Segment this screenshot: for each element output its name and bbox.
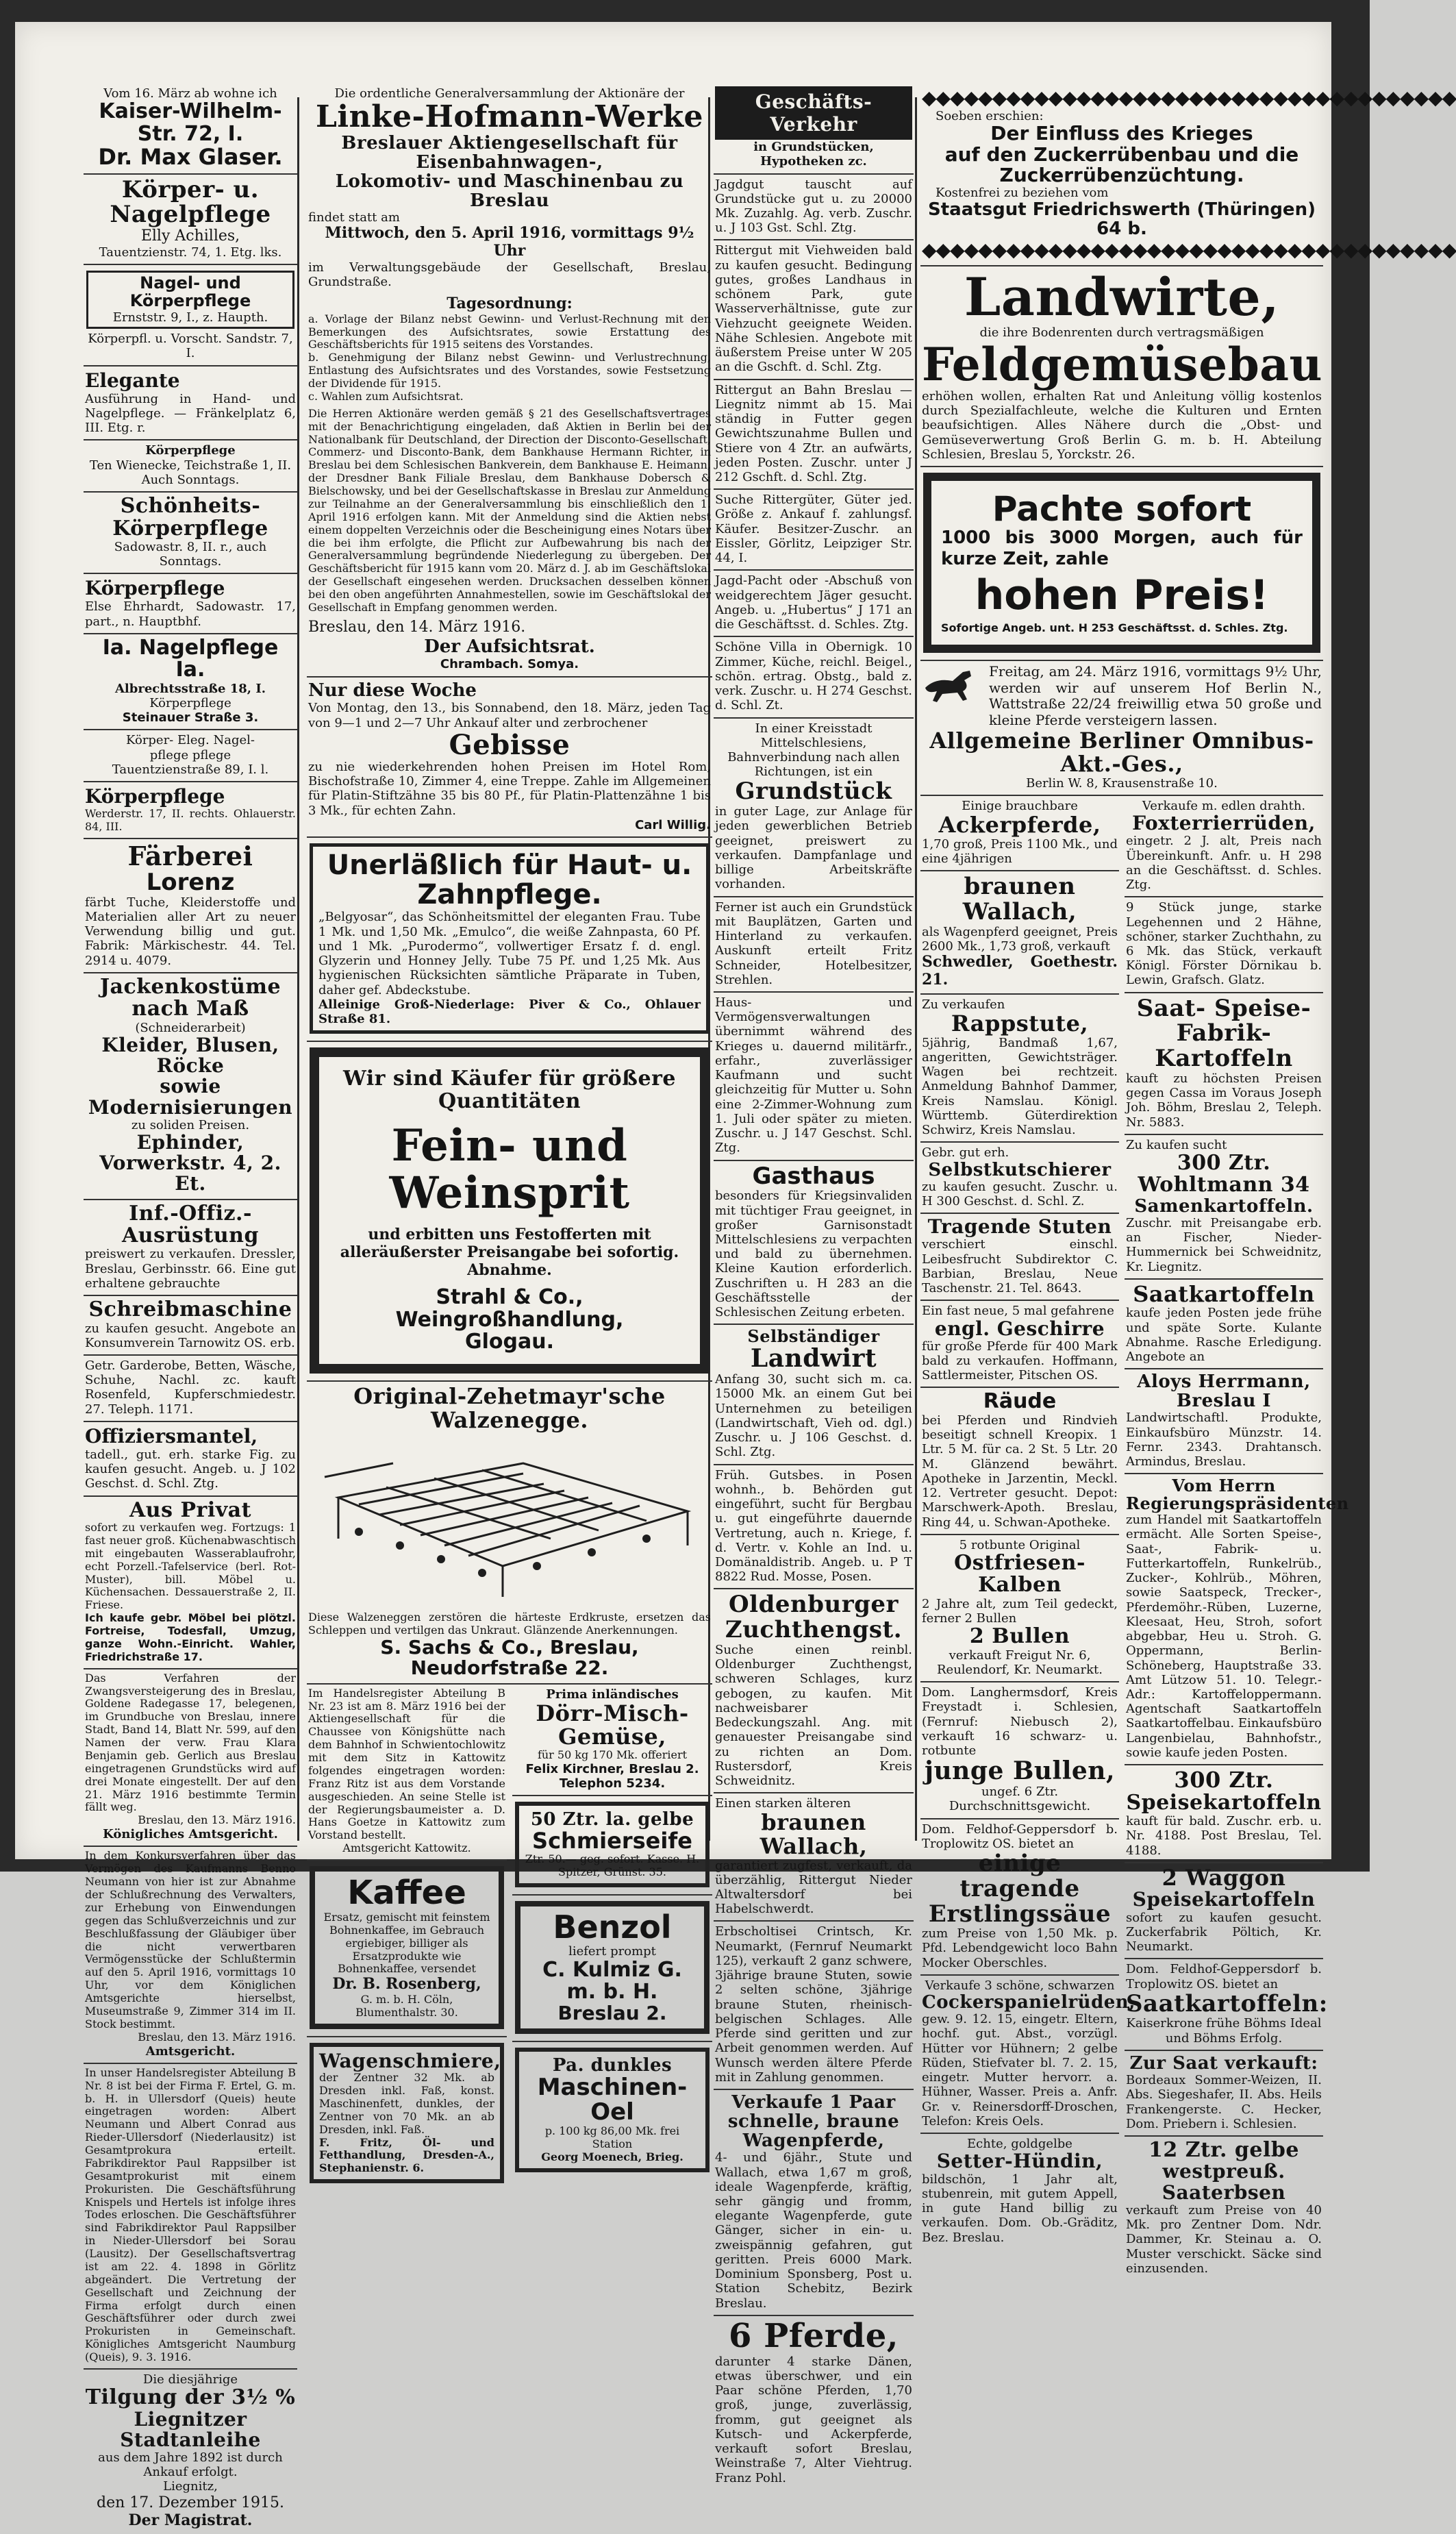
ad-villa-obernigk: Schöne Villa in Obernigk. 10 Zimmer, Küche, reichl. Beigel., schön. ertrag. Obstg., bald z. verk. Zuschr. u. H 274 Geschst. d. Schl. Zt. (714, 637, 914, 718)
ad-wohltmann: Zu kaufen sucht 300 Ztr. Wohltmann 34 Samenkartoffeln. Zuschr. mit Preisangabe erb. an Fischer, Nieder-Hummernick bei Schweidnitz, Kr. Liegnitz. (1125, 1135, 1323, 1280)
ad-jackenkostueme: Jackenkostüme nach Maß (Schneiderarbeit) Kleider, Blusen, Röcke sowie Modernisierungen zu soliden Preisen. Ephinder, Vorwerkstr. 4, 2. Et. (84, 973, 297, 1200)
ad-inf-offiz-ausruestung: Inf.-Offiz.-Ausrüstung preiswert zu verkaufen. Dressler, Breslau, Gerbinsstr. 66. Eine gut erhaltene gebrauchte (84, 1200, 297, 1296)
ad-wienecke: Körperpflege Ten Wienecke, Teichstraße 1, II. Auch Sonntags. (84, 440, 297, 493)
ad-nagel-koerper: Nagel- und Körperpflege Ernststr. 9, I., z. Haupth. Körperpfl. u. Vorscht. Sandstr. 7, I. (84, 265, 297, 367)
column-3 (714, 84, 914, 2485)
ad-gasthaus: Gasthaus besonders für Kriegsinvaliden mit tüchtiger Frau geeignet, in großer Garnisonstadt Mittelschlesiens zu verpachten und bald zu übernehmen. Kleine Kaution erforderlich. Zuschriften u. H 283 an die Geschäftsstelle der Schlesischen Zeitung erbeten. (714, 1161, 914, 1326)
ad-offiziersmantel: Offiziersmantel, tadell., gut. erh. starke Fig. zu kaufen gesucht. Angeb. u. J 102 Geschst. d. Schl. Ztg. (84, 1422, 297, 1497)
c4-lower-split (920, 796, 1349, 2280)
notice-zwangsversteigerung: Das Verfahren der Zwangsversteigerung des in Breslau, Goldene Radegasse 17, belegenen, im Grundbuche von Breslau, innere Stadt, Band 14, Blatt Nr. 599, auf den Namen der verw. Frau Klara Benjamin geb. Gerlich aus Breslau eingetragenen Grundstücks wird auf drei Monate eingestellt. Der auf den 21. März 1916 bestimmte Termin fällt weg. Breslau, den 13. März 1916. Königliches Amtsgericht. (84, 1669, 297, 1848)
ad-saatkartoffeln: Saatkartoffeln kaufe jeden Posten jede frühe und späte Sorte. Kulante Abnahme. Rasche Erledigung. Angebote an (1125, 1280, 1323, 1369)
column-rule (915, 97, 917, 1841)
ad-nagelpflege-ia: Ia. Nagelpflege Ia. Albrechtsstraße 18, I. Körperpflege Steinauer Straße 3. (84, 634, 297, 730)
ad-koerperpflege-werder: Körperpflege Werderstr. 17, II. rechts. Ohlauerstr. 84, III. (84, 782, 297, 839)
c4-lower-left (920, 796, 1135, 2280)
ad-verkaufe-paar: Verkaufe 1 Paar schnelle, braune Wagenpferde, 4- und 6jähr., Stute und Wallach, etwa 1,67 m groß, ideale Wagenpferde, kräftig, sehr gängig und fromm, elegante Wagenpferde, gute Gänger, sicher in ein- u. zweispännig gefahren, gut geritten. Preis 6000 Mark. Dominium Sponsberg, Post u. Station Schebitz, Bezirk Breslau. (714, 2090, 914, 2316)
ad-zehetmayr-walzenegge: Original-Zehetmayr'sche Walzenegge. Diese Walzeneggen zerstören die härteste Erdkruste, ersetzen das Schleppen und vertilgen das Unkraut. Glänzende Anerkennungen. S. Sachs & Co., Breslau, Neudorfstraße 22. (307, 1382, 712, 1684)
ad-schreibmaschine: Schreibmaschine zu kaufen gesucht. Angebote an Konsumverein Tarnowitz OS. erb. (84, 1296, 297, 1356)
ad-piver-hautpflege: Unerläßlich für Haut- u. Zahnpflege. „Belgyosar“, das Schönheitsmittel der eleganten Frau. Tube 1 Mk. und 1,50 Mk. „Emulco“, die weiße Zahnpasta, 60 Pf. und 1 Mk. „Purodermo“, vollwertiger Ersatz f. d. engl. Glyzerin und Honney Jelly. Tube 75 Pf. und 1,25 Mk. Aus hygienischen Rücksichten sämtliche Präparate in Tuben, daher gef. Abdeckstube. Alleinige Groß-Niederlage: Piver & Co., Ohlauer Straße 81. (307, 838, 712, 1042)
ad-faerberei-lorenz: Färberei Lorenz färbt Tuche, Kleiderstoffe und Materialien aller Art zu neuer Verwendung billig und gut. Fabrik: Märkischestr. 44. Tel. 2914 u. 4079. (84, 839, 297, 973)
ad-regierungspraesidenten: Vom Herrn Regierungspräsidenten zum Handel mit Saatkartoffeln ermächt. Alle Sorten Speise-, Saat-, Fabrik- u. Futterkartoffeln, Runkelrüb., Zucker-, Kohlrüb., Möhren, sowie Saatspeck, Trecker-, Pferdemöhr.-Rüben, Luzerne, Kleesaat, Heu, Stroh, sofort abgebbar, Heu u. Stroh. G. Oppermann, Berlin-Schöneberg, Hauptstraße 33. Amt Lützow 51. 10. Telegr.-Adr.: Kartoffeloppermann. Agentschaft Saatkartoffeln Saatkartoffelbau. Einkaufsbüro Langenbielau, Bahnhofstr., sowie kaufe jeden Posten. (1125, 1474, 1323, 1765)
ad-saatkartoffeln-kaiserkrone: Dom. Feldhof-Geppersdorf b. Troplowitz OS. bietet an Saatkartoffeln: Kaiserkrone frühe Böhms Ideal und Böhms Erfolg. (1125, 1959, 1323, 2051)
ad-junge-bullen: Dom. Langhermsdorf, Kreis Freystadt i. Schlesien, (Fernruf: Niebusch 2), verkauft 16 schwarz- u. rotbunte junge Bullen, ungef. 6 Ztr. Durchschnittsgewicht. (920, 1682, 1119, 1819)
c4-lower-right (1125, 796, 1349, 2280)
ad-jagdpacht: Jagd-Pacht oder -Abschuß von weidgerechtem Jäger gesucht. Angeb. u. „Hubertus“ J 171 an die Geschäftsst. d. Schles. Ztg. (714, 571, 914, 637)
ad-setter-huendin: Echte, goldgelbe Setter-Hündin, bildschön, 1 Jahr alt, stubenrein, mit gutem Appell, in gute Hand billig zu verkaufen. Dom. Ob.-Gräditz, Bez. Breslau. (922, 2137, 1118, 2245)
ad-elegante: Elegante Ausführung in Hand- und Nagelpflege. — Fränkelplatz 6, III. Etg. r. (84, 367, 297, 441)
ad-wagenschmiere: Wagenschmiere, der Zentner 32 Mk. ab Dresden inkl. Faß, konst. Maschinenfett, dunkles, der Zentner von 70 Mk. an ab Dresden, inkl. Faß. F. Fritz, Öl- und Fetthandlung, Dresden-A., Stephanienstr. 6. (307, 2037, 507, 2190)
ad-aus-privat: Aus Privat sofort zu verkaufen weg. Fortzugs: 1 fast neuer groß. Küchenabwaschtisch mit eingebauten Wasserablaufrohr, echt Porzell.-Tafelservice (berl. Rot-Muster), bill. Möbel u. Küchensachen. Dessauerstraße 2, II. Friese. Ich kaufe gebr. Möbel bei plötzl. Fortreise, Todesfall, Umzug, ganze Wohn.-Einricht. Wahler, Friedrichstraße 17. (84, 1497, 297, 1669)
ad-grundstueck: In einer Kreisstadt Mittelschlesiens, Bahnverbindung nach allen Richtungen, ist ein Grundstück in guter Lage, zur Anlage für jeden gewerblichen Betrieb geeignet, preiswert zu verkaufen. Dampfanlage und billige Arbeitskräfte vorhanden. (714, 719, 914, 897)
ad-6-pferde: 6 Pferde, darunter 4 starke Dänen, etwas überschwer, und ein Paar schöne Pferden, 1,70 groß, junge, zuverlässig, fromm, gut geeignet als Kutsch- und Ackerpferde, verkauft sofort Breslau, Weinstraße 7, Alter Viehtrug. Franz Pohl. (715, 2316, 912, 2485)
ad-aloys-herrmann: Aloys Herrmann, Breslau I Landwirtschaftl. Produkte, Einkaufsbüro Münzstr. 14. Fernr. 2343. Drahtansch. Armindus, Breslau. (1125, 1369, 1323, 1474)
ad-rittergut-liegnitz: Rittergut an Bahn Breslau — Liegnitz nimmt ab 15. Mai ständig in Futter gegen Gewichtszunahme Bullen und Stiere von 4 Ztr. an aufwärts, jeden Posten. Zuschr. unter J 212 Gschft. d. Schl. Ztg. (714, 380, 914, 490)
ad-saaterbsen: 12 Ztr. gelbe westpreuß. Saaterbsen verkauft zum Preise von 40 Mk. pro Zentner Dom. Ndr. Dammer, Kr. Steinau a. O. Muster verschickt. Säcke sind einzusenden. (1126, 2137, 1322, 2276)
ad-koerper-elegant: Körper- Eleg. Nagel- pflege pflege Tauentzienstraße 89, I. l. (84, 730, 297, 782)
ad-gardeobe: Getr. Garderobe, Betten, Wäsche, Schuhe, Nachl. zc. kauft Rosenfeld, Kupferschmiedestr. 27. Teleph. 1171. (84, 1356, 297, 1422)
ad-rittergut-viehweiden: Rittergut mit Viehweiden bald zu kaufen gesucht. Bedingung gutes, großes Landhaus in schönem Park, gute Wasserverhältnisse, gute zur Viehzucht geeignete Weiden. Nähe Schlesien. Angebote mit äußerstem Preise unter W 205 an die Gschft. d. Schl. Ztg. (714, 240, 914, 380)
column-2 (307, 84, 712, 2175)
notice-konkurs: In dem Konkursverfahren über das Vermögen des Kaufmanns Benno Neumann von hier ist zur Abnahme der Schlußrechnung des Verwalters, zur Erhebung von Einwendungen gegen das Schlußverzeichnis und zur Beschlußfassung der Gläubiger über die nicht verwertbaren Vermögensstücke der Schlußtermin auf den 5. April 1916, vormittags 10 Uhr, vor dem Königlichen Amtsgerichte hierselbst, Museumstraße 9, Zimmer 314 im II. Stock bestimmt. Breslau, den 13. März 1916. Amtsgericht. (84, 1847, 297, 2063)
ad-2-waggon: 2 Waggon Speisekartoffeln sofort zu kaufen gesucht. Zuckerfabrik Pöltich, Kr. Neumarkt. (1125, 1863, 1323, 1959)
ad-strahl-weinsprit: Wir sind Käufer für größere Quantitäten Fein- und Weinsprit und erbitten uns Festofferten mit alleräußerster Preisangabe bei sofortig. Abnahme. Strahl & Co., Weingroßhandlung, Glogau. (307, 1042, 712, 1382)
notice-linke-hofmann: Die ordentliche Generalversammlung der Aktionäre der Linke-Hofmann-Werke Breslauer Aktiengesellschaft für Eisenbahnwagen-, Lokomotiv- und Maschinenbau zu Breslau findet statt am Mittwoch, den 5. April 1916, vormittags 9½ Uhr im Verwaltungsgebäude der Gesellschaft, Breslau, Grundstraße. Tagesordnung: a. Vorlage der Bilanz nebst Gewinn- und Verlust-Rechnung mit den Bemerkungen des Aufsichtsrates, sowie Erstattung des Geschäftsberichts für 1915 seitens des Vorstandes. b. Genehmigung der Bilanz nebst Gewinn- und Verlustrechnung, Entlastung des Aufsichtsrates und des Vorstandes, sowie Festsetzung der Dividende für 1915. c. Wahlen zum Aufsichtsrat. Die Herren Aktionäre werden gemäß § 21 des Gesellschaftsvertrages mit der Benachrichtigung eingeladen, daß Aktien in Berlin bei der Nationalbank für Deutschland, der Direction der Disconto-Gesellschaft, Commerz- und Disconto-Bank, dem Bankhause Hermann Richter, in Breslau bei dem Schlesischen Bankverein, dem Bankhause E. Heimann, der Dresdner Bank Filiale Breslau, dem Bankhause Dobersch & Bielschowsky, und bei der Gesellschaftskasse in Breslau zur Anmeldung zur Teilnahme an der Generalversammlung bis einschließlich den 1. April 1916 erfolgen kann. Mit der Anmeldung sind die Aktien nebst einem doppelten Verzeichnis oder die Bescheinigung eines Notars über die bei ihm erfolgte, die Pflicht zur Aufbewahrung bis nach der Generalversammlung begründende Niederlegung zu übergeben. Der Geschäftsbericht für 1915 kann vom 20. März d. J. ab im Geschäftslokal der Gesellschaft eingesehen werden. Drucksachen desselben können bei den oben angeführten Annahmestellen, sowie im Geschäftslokal der Gesellschaft in Empfang genommen werden. Breslau, den 14. März 1916. Der Aufsichtsrat. Chrambach. Somya. (307, 84, 712, 678)
ad-rappstute: Zu verkaufen Rappstute, 5jährig, Bandmaß 1,67, angeritten, Gewichtsträger. Wagen bei rechtzeit. Anmeldung Bahnhof Dammer, Kreis Namslau. Königl. Württemb. Güterdirektion Schwirz, Kreis Namslau. (920, 995, 1119, 1143)
ad-braunen-wallach: braunen Wallach, als Wagenpferd geeignet, Preis 2600 Mk., 1,73 groß, verkauft Schwedler, Goethestr. 21. (920, 871, 1119, 995)
ad-suche-rittergueter: Suche Rittergüter, Güter jed. Größe z. Ankauf f. zahlungsf. Käufer. Besitzer-Zuschr. an Eissler, Görlitz, Leipziger Str. 44, I. (714, 490, 914, 571)
c2-lower-right (512, 1685, 712, 2191)
ad-tragende-stuten: Tragende Stuten verschiert einschl. Leibesfrucht Subdirektor C. Barbian, Breslau, Neue Taschenstr. 21. Tel. 8643. (920, 1214, 1119, 1301)
ad-schmierseife: 50 Ztr. la. gelbe Schmierseife Ztr. 50.— geg. sofort. Kasse. H. Spitzer, Grünst. 35. (512, 1796, 712, 1895)
ad-benzol-kulmiz: Benzol liefert prompt C. Kulmiz G. m. b. H. Breslau 2. (512, 1896, 712, 2042)
ad-erstlingssaeue: Dom. Feldhof-Geppersdorf b. Troplowitz OS. bietet an einige tragende Erstlingssäue zum Preise von 1,50 Mk. p. Pfd. Lebendgewicht loco Bahn Mocker Oberschles. (920, 1819, 1119, 1976)
newspaper-page (15, 22, 1456, 2529)
ad-maschinen-oel: Pa. dunkles Maschinen-Oel p. 100 kg 86,00 Mk. frei Station Georg Moenech, Brieg. (512, 2042, 712, 2179)
ad-zur-saat: Zur Saat verkauft: Bordeaux Sommer-Weizen, II. Abs. Siegeshafer, II. Abs. Heils Frankengerste. C. Hecker, Dom. Priebern i. Schlesien. (1125, 2051, 1323, 2137)
ad-raeude: Räude bei Pferden und Rindvieh beseitigt schnell Kreopix. 1 Ltr. 5 M. für ca. 2 St. 5 Ltr. 20 M. Glänzend bewährt. Apotheke in Jarzentin, Meckl. 12. Vertreter gesucht. Depot: Marschwerk-Apoth. Breslau, Ring 44, u. Schwan-Apotheke. (920, 1388, 1119, 1535)
ad-jagdgut: Jagdgut tauscht auf Grundstücke gut u. zu 20000 Mk. Zuzahlg. Ag. verb. Zuschr. u. J 103 Gst. Schl. Ztg. (714, 175, 914, 241)
ad-selbstaendiger-landwirt: Selbständiger Landwirt Anfang 30, sucht sich m. ca. 15000 Mk. an einem Gut bei Unternehmen zu beteiligen (Landwirtschaft, Vieh od. dgl.) Zuschr. u. J 106 Geschst. d. Schl. Ztg. (714, 1325, 914, 1465)
horse-icon (922, 664, 983, 705)
ad-gutsbesitzer-bergbau: Früh. Gutsbes. in Posen wohnh., b. Behörden gut eingeführt, sucht für Bergbau u. gut eingeführte dauernde Vertretung, auch n. Kriege, f. d. Vertr. v. Kohle an Ind. u. Domänaldistrib. Angeb. u. P T 8822 Rud. Mosse, Posen. (714, 1465, 914, 1590)
ad-zuckerrueben-book: ◆◆◆◆◆◆◆◆◆◆◆◆◆◆◆◆◆◆◆◆◆◆◆◆◆◆◆◆◆◆◆◆◆◆◆◆◆◆ Soeben erschien: Der Einfluss des Krieges auf den Zuckerrübenbau und die Zuckerrübenzüchtung. Kostenfrei zu beziehen vom Staatsgut Friedrichswerth (Thüringen) 64 b. ◆◆◆◆◆◆◆◆◆◆◆◆◆◆◆◆◆◆◆◆◆◆◆◆◆◆◆◆◆◆◆◆◆◆◆◆◆◆ (920, 84, 1323, 266)
ad-selbstkutschierer: Gebr. gut erh. Selbstkutschierer zu kaufen gesucht. Zuschr. u. H 300 Geschst. d. Schl. Z. (920, 1143, 1119, 1214)
ad-glaser: Vom 16. März ab wohne ich Kaiser-Wilhelm-Str. 72, I. Dr. Max Glaser. (84, 84, 297, 175)
column-rule (297, 97, 299, 1841)
notice-handelsregister: In unser Handelsregister Abteilung B Nr. 8 ist bei der Firma F. Ertel, G. m. b. H. in Ullersdorf (Queis) heute eingetragen worden: Albert Neumann und Albert Conrad aus Rieder-Ullersdorf (Niederlausitz) ist Gesamtprokura erteilt. Fabrikdirektor Paul Rappsilber ist Gesamtprokurist mit einem Prokuristen. Die Geschäftsführung Knispels und Hertels ist infolge ihres Todes erloschen. Die Geschäftsführer sind Fabrikdirektor Paul Rappsilber in Nieder-Ullersdorf bei Sorau (Lausitz). Der Gesellschaftsvertrag ist am 22. 4. 1898 in Görlitz abgeändert. Die Vertretung der Gesellschaft und Zeichnung der Firma erfolgt durch einen Geschäftsführer oder durch zwei Prokuristen in Gemeinschaft. Königliches Amtsgericht Naumburg (Queis), 9. 3. 1916. (84, 2064, 297, 2370)
ad-brauner-wallach-lebe: Einen starken älteren braunen Wallach, garantiert zugfest, verkauft, da überzählig, Rittergut Nieder Altwaltersdorf bei Habelschwerdt. (714, 1793, 914, 1922)
ad-engl-geschirre: Ein fast neue, 5 mal gefahrene engl. Geschirre für große Pferde für 400 Mark bald zu verkaufen. Hoffmann, Sattlermeister, Pitschen OS. (920, 1301, 1119, 1388)
notice-tilgung: Die diesjährige Tilgung der 3½ % Liegnitzer Stadtanleihe aus dem Jahre 1892 ist durch Ankauf erfolgt. Liegnitz, den 17. Dezember 1915. Der Magistrat. (85, 2372, 296, 2529)
ad-pachte-sofort: Pachte sofort 1000 bis 3000 Morgen, auch für kurze Zeit, zahle hohen Preis! Sofortige Angeb. unt. H 253 Geschäftsst. d. Schles. Ztg. (920, 467, 1323, 661)
ad-landwirte-feldgemuesebau: Landwirte, die ihre Bodenrenten durch vertragsmäßigen Feldgemüsebau erhöhen wollen, erhalten Rat und Anleitung völlig kostenlos durch Spezialfachleute, welche die Kulturen und Ernten beaufsichtigen. Alles Nähere durch die „Obst- und Gemüseverwertung Groß Berlin G. m. b. H. Abteilung Schlesien, Breslau 5, Yorckstr. 26. (920, 266, 1323, 467)
ad-forterrier: Verkaufe m. edlen drahth. Foxterrierrüden, eingetr. 2 J. alt, Preis nach Übereinkunft. Anfr. u. H 298 an die Geschäftsst. d. Schles. Ztg. (1125, 796, 1323, 897)
c2-lower-split (307, 1685, 712, 2191)
c2-lower-left (307, 1685, 507, 2191)
section-geschaefts-verkehr: Geschäfts-Verkehr in Grundstücken, Hypotheken zc. (714, 84, 914, 175)
ad-kaffee-rosenfeld: Kaffee Ersatz, gemischt mit feinstem Bohnenkaffee, im Gebrauch ergiebiger, billiger als Ersatzprodukte wie Bohnenkaffee, versendet Dr. B. Rosenberg, G. m. b. H. Cöln, Blumenthalstr. 30. (307, 1861, 507, 2037)
ad-ostfriesen-kalben: 5 rotbunte Original Ostfriesen-Kalben 2 Jahre alt, zum Teil gedeckt, ferner 2 Bullen 2 Bullen verkauft Freigut Nr. 6, Reulendorf, Kr. Neumarkt. (920, 1535, 1119, 1682)
column-4 (920, 84, 1456, 2276)
ad-haus-vermoegensverwaltungen: Haus- und Vermögensverwaltungen übernimmt während des Krieges u. dauernd militärfr., erfahr., zuverlässiger Kaufmann und sucht gleichzeitig für Mutter u. Sohn eine 2-Zimmer-Wohnung zum 1. Juli oder später zu mieten. Zuschr. u. J 147 Geschst. Schl. Ztg. (714, 993, 914, 1161)
ad-doerr-misch-gemuese: Prima inländisches Dörr-Misch-Gemüse, für 50 kg 170 Mk. offeriert Felix Kirchner, Breslau 2. Telephon 5234. (512, 1685, 712, 1797)
notice-handelsregister-kattowitz: Im Handelsregister Abteilung B Nr. 23 ist am 8. März 1916 bei der Aktiengesellschaft für die Chaussee von Königshütte nach dem Bahnhof in Schwientochlowitz mit dem Sitz in Kattowitz folgendes eingetragen worden: Franz Ritz ist aus dem Vorstande ausgeschieden. An seine Stelle ist der Regierungsbaumeister a. D. Hans Goetze in Kattowitz zum Vorstand bestellt. Amtsgericht Kattowitz. (307, 1685, 507, 1861)
column-1 (84, 84, 297, 2529)
ad-cockerspanielruede: Verkaufe 3 schöne, schwarzen Cockerspanielrüden, gew. 9. 12. 15, eingetr. Eltern, hochf. gut. Abst., vorzügl. Hütter vor Hühnern; 2 gelbe Rüden, Stiefvater bl. 7. 2. 15, eingetr. Mutter hervorr. a. Hühner, Wasser. Preis a. Anfr. Gr. v. Reinersdorff-Droschen, Telefon: Kreis Oels. (920, 1976, 1119, 2134)
ad-achilles: Körper- u. Nagelpflege Elly Achilles, Tauentzienstr. 74, 1. Etg. lks. (84, 175, 297, 266)
ad-300-zentner: 300 Ztr. Speisekartoffeln kauft für bald. Zuschr. erb. u. Nr. 4188. Post Breslau, Tel. 4188. (1125, 1765, 1323, 1863)
ad-omnibus-auction: Freitag, am 24. März 1916, vormittags 9½ Uhr, werden wir auf unserem Hof Berlin N., Wattstraße 22/24 freiwillig etwa 50 große und kleine Pferde versteigern lassen. Allgemeine Berliner Omnibus-Akt.-Ges., Berlin W. 8, Krausenstraße 10. (920, 661, 1323, 796)
ad-ackerpferde: Einige brauchbare Ackerpferde, 1,70 groß, Preis 1100 Mk., und eine 4jährigen (920, 796, 1119, 871)
ad-schoenheits: Schönheits-Körperpflege Sadowastr. 8, II. r., auch Sonntags. (84, 493, 297, 574)
ad-oldenburger-zuchthengst: Oldenburger Zuchthengst. Suche einen reinbl. Oldenburger Zuchthengst, schweren Schlages, kurz gebogen, zu kaufen. Mit nachweisbarer Bedeckungszahl. Ang. mit genauester Preisangabe sind zu richten an Dom. Rustersdorf, Kreis Schweidnitz. (714, 1589, 914, 1793)
ad-wagenpferde: Erbscholtisei Crintsch, Kr. Neumarkt, (Fernruf Neumarkt 125), verkauft 2 ganz schwere, 3jährige braune Stuten, sowie 2 selten schöne, 3jährige braune Stuten, rheinisch-belgischen Schlages. Alle Pferde sind geritten und zur Arbeit genommen werden. Auf Wunsch werden ältere Pferde mit in Zahlung genommen. (714, 1922, 914, 2090)
ad-gebisse-willig: Nur diese Woche Von Montag, den 13., bis Sonnabend, den 18. März, jeden Tag von 9—1 und 2—7 Uhr Ankauf alter und zerbrochener Gebisse zu nie wiederkehrenden hohen Preisen im Hotel Rom, Bischofstraße 10, Zimmer 4, eine Treppe. Zahle im Allgemeinen für Platin-Stiftzähne 35 bis 80 Pf., für Platin-Plattenzähne 1 bis 3 Mk., für echten Zahn. Carl Willig. (307, 678, 712, 839)
ad-koerperpflege-else: Körperpflege Else Ehrhardt, Sadowastr. 17, part., n. Hauptbhf. (84, 574, 297, 634)
ad-speise-kartoffeln: Saat- Speise- Fabrik- Kartoffeln kauft zu höchsten Preisen gegen Cassa im Voraus Joseph Joh. Böhm, Breslau 2, Teleph. Nr. 5883. (1125, 993, 1323, 1135)
harrow-illustration (318, 1436, 701, 1607)
ad-legehennen: 9 Stück junge, starke Legehennen und 2 Hähne, schöner, starker Zuchthahn, zu 6 Mk. das Stück, verkauft Königl. Förster Dörnikau b. Lewin, Grafsch. Glatz. (1125, 897, 1323, 993)
ad-grundstueck-bauplaetzen: Ferner ist auch ein Grundstück mit Bauplätzen, Garten und Hinterland zu verkaufen. Auskunft erteilt Fritz Schneider, Hotelbesitzer, Strehlen. (714, 897, 914, 993)
